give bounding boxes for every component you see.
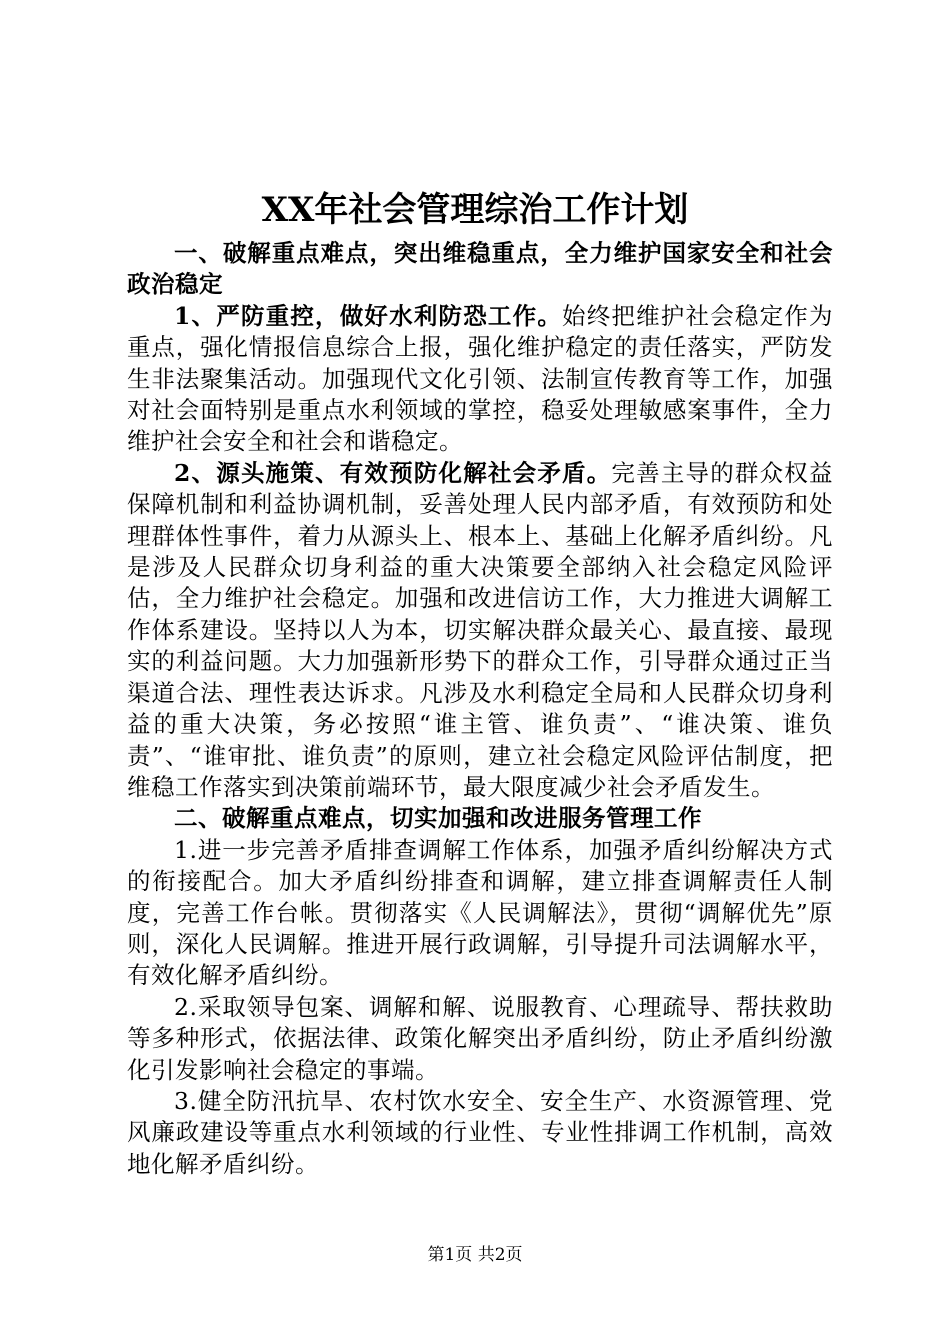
section-1-paragraph-1 xyxy=(127,301,833,458)
paragraph-1-lead: 1、严防重控，做好水利防恐工作。 xyxy=(174,301,563,330)
section-2-item-2: 2.采取领导包案、调解和解、说服教育、心理疏导、帮扶救助等多种形式，依据法律、政策化解突出矛盾纠纷，防止矛盾纠纷激化引发影响社会稳定的事端。 xyxy=(127,992,833,1084)
document-title: XX年社会管理综治工作计划 xyxy=(261,190,689,230)
paragraph-2-text: 完善主导的群众权益保障机制和利益协调机制，妥善处理人民内部矛盾，有效预防和处理群体性事件，着力从源头上、根本上、基础上化解矛盾纠纷。凡是涉及人民群众切身利益的重大决策要全部纳入社会稳定风险评估，全力维护社会稳定。加强和改进信访工作，大力推进大调解工作体系建设。坚持以人为本，切实解决群众最关心、最直接、最现实的利益问题。大力加强新形势下的群众工作，引导群众通过正当渠道合法、理性表达诉求。凡涉及水利稳定全局和人民群众切身利益的重大决策，务必按照“谁主管、谁负责”、“谁决策、谁负责”、“谁审批、谁负责”的原则，建立社会稳定风险评估制度，把维稳工作落实到决策前端环节，最大限度减少社会矛盾发生。 xyxy=(127,458,834,801)
section-1-heading: 一、破解重点难点，突出维稳重点，全力维护国家安全和社会政治稳定 xyxy=(127,239,833,299)
section-2-item-1: 1.进一步完善矛盾排查调解工作体系，加强矛盾纠纷解决方式的衔接配合。加大矛盾纠纷排查和调解，建立排查调解责任人制度，完善工作台帐。贯彻落实《人民调解法》，贯彻“调解优先”原则，深化人民调解。推进开展行政调解，引导提升司法调解水平，有效化解矛盾纠纷。 xyxy=(127,835,833,990)
section-2-heading: 二、破解重点难点，切实加强和改进服务管理工作 xyxy=(174,804,702,833)
paragraph-1-text: 始终把维护社会稳定作为重点，强化情报信息综合上报，强化维护稳定的责任落实，严防发生非法聚集活动。加强现代文化引领、法制宣传教育等工作，加强对社会面特别是重点水利领域的掌控，稳妥处理敏感案事件，全力维护社会安全和社会和谐稳定。 xyxy=(127,301,833,456)
section-2-item-3: 3.健全防汛抗旱、农村饮水安全、安全生产、水资源管理、党风廉政建设等重点水利领域的行业性、专业性排调工作机制，高效地化解矛盾纠纷。 xyxy=(127,1086,833,1178)
section-1-paragraph-2 xyxy=(127,458,833,803)
paragraph-2-lead: 2、源头施策、有效预防化解社会矛盾。 xyxy=(174,458,612,487)
page-footer: 第1页 共2页 xyxy=(427,1245,523,1265)
document-body xyxy=(127,238,833,1180)
